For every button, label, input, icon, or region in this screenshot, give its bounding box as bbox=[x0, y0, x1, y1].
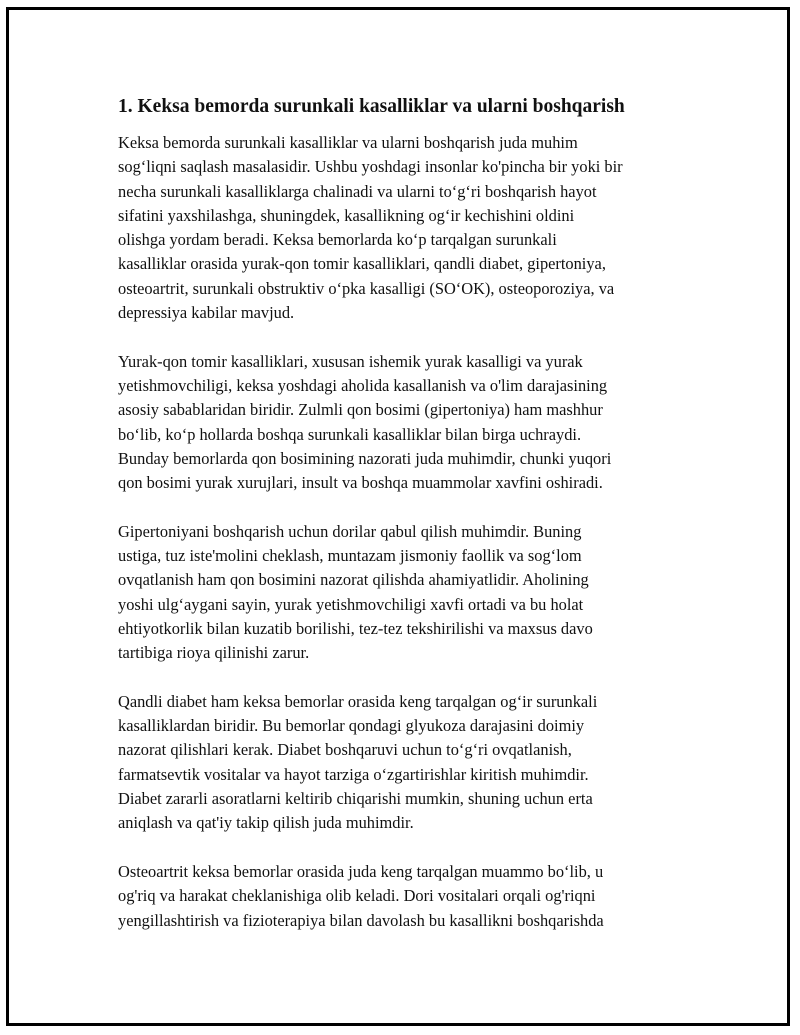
text-line: ustiga, tuz iste'molini cheklash, muntazam jismoniy faollik va sog‘lom bbox=[118, 546, 582, 566]
text-line: Gipertoniyani boshqarish uchun dorilar qabul qilish muhimdir. Buning bbox=[118, 521, 582, 541]
text-line: kasalliklardan biridir. Bu bemorlar qondagi glyukoza darajasini doimiy bbox=[118, 716, 585, 736]
text-line: nazorat qilishlari kerak. Diabet boshqaruvi uchun to‘g‘ri ovqatlanish, bbox=[118, 740, 572, 760]
text-line: Keksa bemorda surunkali kasalliklar va ularni boshqarish juda muhim bbox=[118, 133, 578, 152]
text-line: necha surunkali kasalliklarga chalinadi va ularni to‘g‘ri boshqarish hayot bbox=[118, 181, 597, 201]
text-line: ehtiyotkorlik bilan kuzatib borilishi, tez-tez tekshirilishi va maxsus davo bbox=[118, 618, 593, 638]
document-body bbox=[118, 94, 703, 957]
text-line: ovqatlanish ham qon bosimini nazorat qilishda ahamiyatlidir. Aholining bbox=[118, 570, 589, 590]
paragraph-2 bbox=[118, 350, 703, 496]
text-line: Osteoartrit keksa bemorlar orasida juda keng tarqalgan muammo bo‘lib, u bbox=[118, 861, 604, 881]
paragraph-3 bbox=[118, 520, 703, 666]
text-line: yoshi ulg‘aygani sayin, yurak yetishmovchiligi xavfi ortadi va bu holat bbox=[118, 594, 584, 614]
text-line: Yurak-qon tomir kasalliklari, xususan ishemik yurak kasalligi va yurak bbox=[118, 351, 583, 371]
text-line: olishga yordam beradi. Keksa bemorlarda ko‘p tarqalgan surunkali bbox=[118, 230, 557, 250]
text-line: yengillashtirish va fizioterapiya bilan davolash bu kasallikni boshqarishda bbox=[118, 910, 604, 930]
text-line: sifatini yaxshilashga, shuningdek, kasallikning og‘ir kechishini oldini bbox=[118, 205, 575, 225]
section-heading: 1. Keksa bemorda surunkali kasalliklar va ularni boshqarish bbox=[118, 96, 625, 117]
text-line: bo‘lib, ko‘p hollarda boshqa surunkali kasalliklar bilan birga uchraydi. bbox=[118, 424, 582, 444]
text-line: depressiya kabilar mavjud. bbox=[118, 303, 295, 323]
paragraph-5 bbox=[118, 860, 703, 933]
text-line: og'riq va harakat cheklanishiga olib keladi. Dori vositalari orqali og'riqni bbox=[118, 886, 596, 906]
text-line: qon bosimi yurak xurujlari, insult va boshqa muammolar xavfini oshiradi. bbox=[118, 473, 603, 493]
text-line: aniqlash va qat'iy takip qilish juda muhimdir. bbox=[118, 813, 414, 833]
text-line: yetishmovchiligi, keksa yoshdagi aholida kasallanish va o'lim darajasining bbox=[118, 375, 608, 395]
text-line: Bunday bemorlarda qon bosimining nazorati juda muhimdir, chunki yuqori bbox=[118, 448, 612, 468]
paragraph-1 bbox=[118, 131, 703, 325]
paragraph-4 bbox=[118, 690, 703, 836]
text-line: kasalliklar orasida yurak-qon tomir kasalliklari, qandli diabet, gipertoniya, bbox=[118, 254, 606, 274]
text-line: tartibiga rioya qilinishi zarur. bbox=[118, 643, 310, 663]
text-line: Diabet zararli asoratlarni keltirib chiqarishi mumkin, shuning uchun erta bbox=[118, 789, 593, 809]
text-line: asosiy sabablaridan biridir. Zulmli qon bosimi (gipertoniya) ham mashhur bbox=[118, 400, 603, 420]
text-line: farmatsevtik vositalar va hayot tarziga o‘zgartirishlar kiritish muhimdir. bbox=[118, 764, 589, 784]
text-line: Qandli diabet ham keksa bemorlar orasida keng tarqalgan og‘ir surunkali bbox=[118, 691, 598, 711]
text-line: osteoartrit, surunkali obstruktiv o‘pka kasalligi (SO‘OK), osteoporoziya, va bbox=[118, 278, 615, 298]
text-line: sog‘liqni saqlash masalasidir. Ushbu yoshdagi insonlar ko'pincha bir yoki bir bbox=[118, 157, 623, 177]
